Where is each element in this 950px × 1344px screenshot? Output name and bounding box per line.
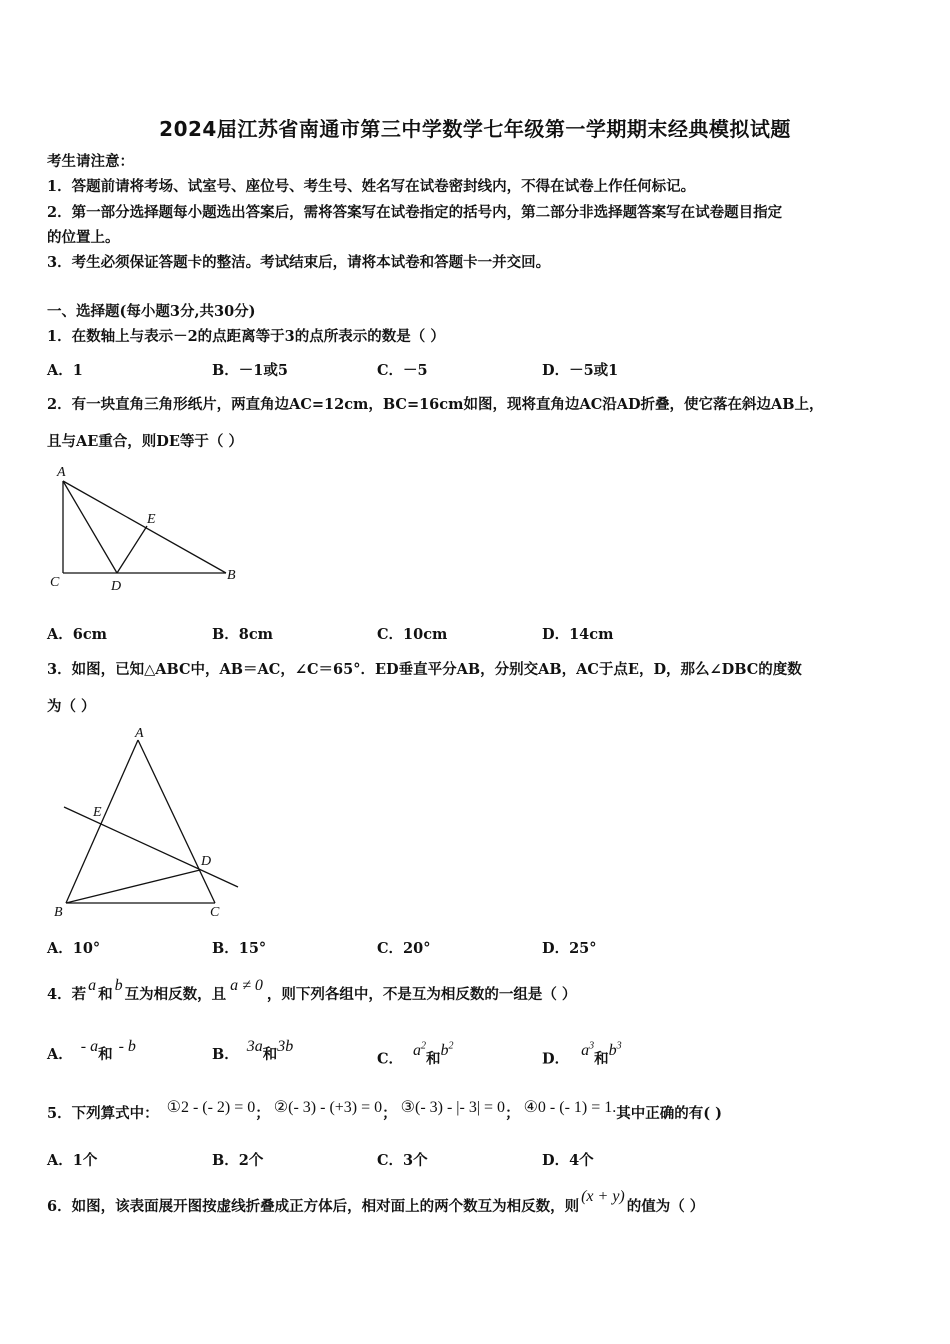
question-2-line2: 且与AE重合，则DE等于（ ） [47, 433, 243, 450]
q3-option-d[interactable]: D．25° [542, 940, 597, 957]
q5-part: 其中正确的有( ) [616, 1105, 723, 1122]
q4-option-d[interactable] [542, 1041, 622, 1069]
q5-option-c[interactable]: C．3个 [377, 1152, 428, 1169]
q5-option-b[interactable]: B．2个 [212, 1152, 264, 1169]
q5-sep: ； [255, 1105, 270, 1122]
notice-heading: 考生请注意： [47, 153, 134, 170]
q1-option-d[interactable]: D．－5或1 [542, 362, 619, 379]
q6-expr: (x + y) [581, 1188, 625, 1205]
q4c-label: C． [377, 1050, 404, 1068]
q4-part: 互为相反数，且 [124, 986, 227, 1003]
q5-sep: ； [382, 1105, 397, 1122]
page-title: 2024届江苏省南通市第三中学数学七年级第一学期期末经典模拟试题 [159, 117, 791, 141]
question-3-line1: 3．如图，已知△ABC中，AB＝AC，∠C＝65°．ED垂直平分AB，分别交AB，AC于点E，D，那么∠DBC的度数 [47, 661, 802, 678]
fig3-label-a: A [135, 726, 144, 741]
fig3-label-d: D [201, 854, 212, 869]
question-3-line2: 为（ ） [47, 698, 96, 715]
fig2-label-b: B [227, 568, 236, 583]
q4a-label: A． [47, 1046, 73, 1063]
q4-option-c[interactable] [377, 1041, 454, 1069]
q1-option-b[interactable]: B．－1或5 [212, 362, 288, 379]
q2-option-a[interactable]: A．6cm [47, 626, 108, 643]
q2-triangle-figure [40, 458, 250, 598]
q4c-right: $b^2$ [440, 1041, 454, 1060]
fig2-label-a: A [57, 465, 66, 480]
question-2-line1: 2．有一块直角三角形纸片，两直角边AC=12cm，BC=16cm如图，现将直角边AC沿AD折叠，使它落在斜边AB上， [47, 396, 824, 413]
q4-condition: a ≠ 0 [230, 977, 263, 994]
q4a-and: 和 [98, 1046, 113, 1063]
q4b-left: 3a [246, 1038, 263, 1055]
q5-sep: ； [505, 1105, 520, 1122]
q4-option-b[interactable] [212, 1038, 294, 1065]
q4b-label: B． [212, 1046, 239, 1063]
q5-option-a[interactable]: A．1个 [47, 1152, 98, 1169]
notice-item: 1．答题前请将考场、试室号、座位号、考生号、姓名写在试卷密封线内，不得在试卷上作任何标记。 [47, 178, 696, 195]
q4b-right: 3b [277, 1038, 294, 1055]
fig2-label-d: D [111, 579, 122, 594]
question-6-text [47, 1188, 705, 1217]
q5-option-d[interactable]: D．4个 [542, 1152, 594, 1169]
q3-triangle-figure [40, 722, 250, 927]
q4-part: ，则下列各组中，不是互为相反数的一组是（ ） [266, 986, 577, 1003]
q2-option-d[interactable]: D．14cm [542, 626, 614, 643]
q4-var-b: b [114, 977, 123, 994]
q4c-and: 和 [426, 1050, 441, 1068]
q4d-label: D． [542, 1050, 570, 1068]
q1-option-c[interactable]: C．－5 [377, 362, 428, 379]
q3-option-c[interactable]: C．20° [377, 940, 431, 957]
q2-option-b[interactable]: B．8cm [212, 626, 274, 643]
q4-option-a[interactable] [47, 1038, 136, 1065]
q5-part: 5．下列算式中： [47, 1105, 159, 1122]
q5-expr-1: ①2 - (- 2) = 0 [166, 1099, 256, 1116]
question-1-text: 1．在数轴上与表示－2的点距离等于3的点所表示的数是（ ） [47, 328, 445, 345]
q6-part: 的值为（ ） [626, 1198, 705, 1215]
q3-option-a[interactable]: A．10° [47, 940, 101, 957]
q4a-right: - b [118, 1038, 136, 1055]
q1-option-a[interactable]: A．1 [47, 362, 83, 379]
notice-item: 的位置上。 [47, 229, 120, 246]
fig3-label-e: E [93, 805, 102, 820]
q4d-and: 和 [594, 1050, 609, 1068]
question-4-text [47, 977, 577, 1005]
q3-option-b[interactable]: B．15° [212, 940, 267, 957]
q4b-and: 和 [262, 1046, 278, 1063]
q5-expr-4: ④0 - (- 1) = 1. [523, 1099, 617, 1116]
q2-option-c[interactable]: C．10cm [377, 626, 448, 643]
q4c-left: $a^2$ [413, 1041, 427, 1060]
fig3-label-c: C [210, 905, 220, 920]
q5-expr-2: ②(- 3) - (+3) = 0 [273, 1099, 383, 1116]
q4d-left: $a^3$ [581, 1041, 595, 1060]
fig2-label-e: E [147, 512, 156, 527]
notice-item: 2．第一部分选择题每小题选出答案后，需将答案写在试卷指定的括号内，第二部分非选择题答案写在试卷题目指定 [47, 204, 783, 221]
q4-part: 和 [98, 986, 113, 1003]
q6-part: 6．如图，该表面展开图按虚线折叠成正方体后，相对面上的两个数互为相反数，则 [47, 1198, 580, 1215]
question-5-text [47, 1099, 723, 1124]
fig2-label-c: C [50, 575, 60, 590]
q4a-left: - a [80, 1038, 99, 1055]
q4d-right: $b^3$ [608, 1041, 622, 1060]
fig3-label-b: B [54, 905, 63, 920]
q4-part: 4．若 [47, 986, 87, 1003]
section-heading: 一、选择题(每小题3分,共30分) [47, 303, 256, 320]
notice-item: 3．考生必须保证答题卡的整洁。考试结束后，请将本试卷和答题卡一并交回。 [47, 254, 551, 271]
q4-var-a: a [88, 977, 97, 994]
q5-expr-3: ③(- 3) - |- 3| = 0 [400, 1099, 506, 1116]
